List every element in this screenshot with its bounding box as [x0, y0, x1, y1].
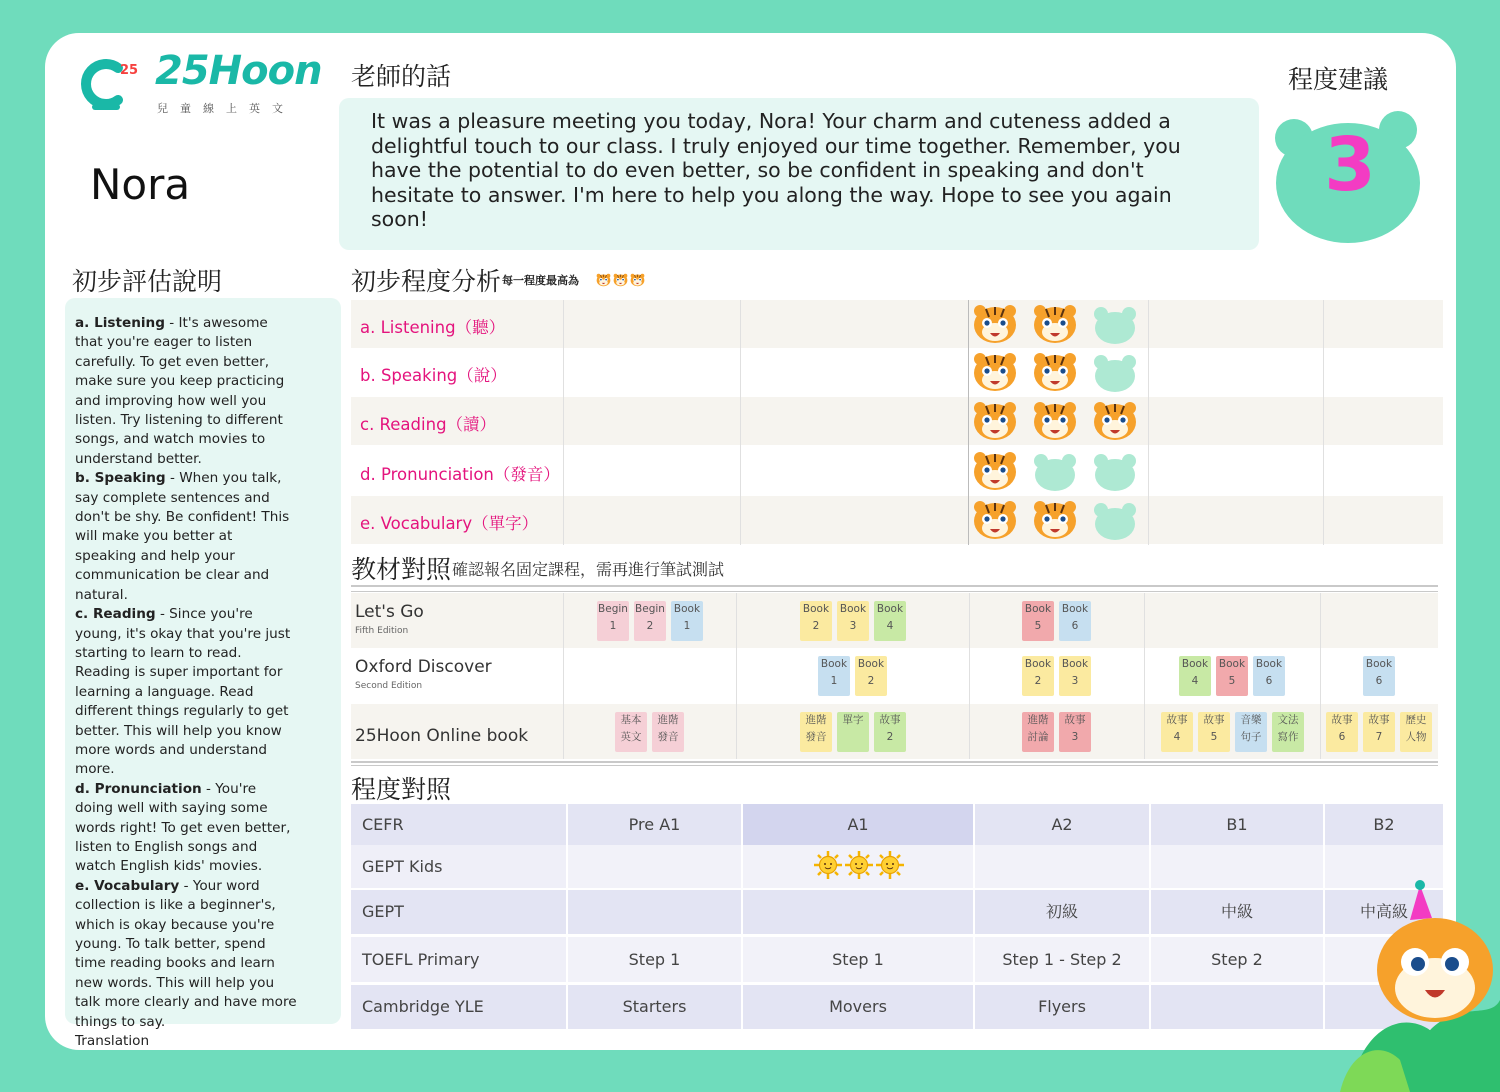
chip-line: Begin [598, 603, 628, 615]
material-chip [1272, 712, 1304, 752]
chip-line: Book [876, 603, 904, 615]
level-row-name: GEPT [351, 890, 566, 934]
chip-line: Book [820, 658, 848, 670]
level-cell: Pre A1 [568, 804, 741, 846]
assessment-item-text: - Since you're young, it's okay that you're just starting to learn to read. Reading is super important for learning a language. Read different things regularly to get better. This will help you know more words and understand more. [75, 606, 291, 778]
student-name: Nora [90, 160, 191, 209]
level-cell: 初級 [975, 890, 1149, 934]
level-cell: B2 [1325, 804, 1443, 846]
analysis-divider [1148, 300, 1149, 545]
analysis-divider [1323, 300, 1324, 545]
materials-heading: 教材對照 [351, 555, 452, 584]
teacher-comment-text: It was a pleasure meeting you today, Nora! Your charm and cuteness added a delightful touch to our class. I truly enjoyed our time together. Remember, you have the potential to do even better, so be confident in speaking and don't hesitate to answer. I'm here to help you along the way. Hope to see you again soon! [371, 109, 1181, 231]
material-chip [1059, 601, 1091, 641]
logo-subtitle: 兒童線上英文 [157, 102, 295, 115]
chip-line: Book [1255, 658, 1283, 670]
sun-icon [844, 850, 874, 880]
level-row-name: GEPT Kids [351, 845, 566, 888]
tiger-icon [972, 499, 1018, 541]
assessment-item-label: c. Reading [75, 606, 156, 623]
material-chip [1400, 712, 1432, 752]
materials-divider [736, 704, 737, 759]
assessment-heading: 初步評估說明 [72, 267, 223, 296]
material-chip [837, 712, 869, 752]
chip-line: Book [1024, 658, 1052, 670]
chip-line: 6 [1265, 675, 1273, 687]
chip-line: 故事 [1064, 714, 1086, 726]
chip-line: 進階 [1027, 714, 1049, 726]
analysis-divider [740, 300, 741, 545]
chip-line: Book [1365, 658, 1393, 670]
book-name: Oxford Discover [355, 657, 492, 677]
book-edition: Fifth Edition [355, 626, 409, 636]
skill-label: c. Reading（讀） [360, 415, 497, 434]
chip-line: 句子 [1240, 731, 1262, 743]
chip-line: 2 [886, 731, 894, 743]
chip-line: 5 [1210, 731, 1218, 743]
empty-score-icon [1093, 452, 1137, 492]
assessment-item-label: a. Listening [75, 315, 165, 331]
material-chip [634, 601, 666, 641]
chip-line: 故事 [1368, 714, 1390, 726]
materials-divider [563, 648, 564, 704]
chip-line: 人物 [1405, 731, 1427, 743]
chip-line: Book [1061, 658, 1089, 670]
chip-line: 歷史 [1405, 714, 1427, 726]
tiger-icon [972, 351, 1018, 393]
assessment-footer: Translation [75, 1033, 150, 1050]
material-chip [1253, 656, 1285, 696]
analysis-heading: 初步程度分析 [351, 267, 502, 296]
assessment-text [75, 314, 297, 1051]
level-cell: Step 1 [743, 937, 973, 982]
materials-divider [1144, 593, 1145, 648]
assessment-item [75, 470, 289, 602]
material-chip [1022, 601, 1054, 641]
chip-line: 4 [1173, 731, 1181, 743]
chip-line: 故事 [1166, 714, 1188, 726]
chip-line: Book [673, 603, 701, 615]
sun-icon [813, 850, 843, 880]
material-chip [1161, 712, 1193, 752]
assessment-item-label: d. Pronunciation [75, 780, 202, 797]
chip-line: 單字 [842, 714, 864, 726]
material-chip [1022, 656, 1054, 696]
level-number: 3 [1324, 122, 1376, 208]
assessment-item-text: - It's awesome that you're eager to listen carefully. To get even better, make sure you keep practicing and improving how well you listen. Try listening to different songs, and watch movies to understand better. [75, 315, 285, 467]
materials-divider [1320, 648, 1321, 704]
materials-rule [351, 761, 1438, 763]
chip-line: 音樂 [1240, 714, 1262, 726]
level-cell: Step 2 [1151, 937, 1323, 982]
chip-line: 發音 [657, 731, 679, 743]
chip-line: 2 [812, 620, 820, 632]
level-cell: 中高級 [1325, 890, 1443, 934]
chip-line: 進階 [805, 714, 827, 726]
chip-line: 故事 [879, 714, 901, 726]
logo-mark-icon [78, 56, 139, 114]
material-chip [615, 712, 647, 752]
empty-score-icon [1093, 353, 1137, 393]
material-chip [1059, 656, 1091, 696]
chip-line: Book [1024, 603, 1052, 615]
materials-divider [969, 648, 970, 704]
material-chip [1363, 712, 1395, 752]
assessment-item [75, 878, 297, 1030]
book-name: 25Hoon Online book [355, 726, 529, 746]
analysis-divider [968, 300, 969, 545]
chip-line: 進階 [657, 714, 679, 726]
level-cell: A2 [975, 804, 1149, 846]
chip-line: 1 [609, 620, 617, 632]
chip-line: 2 [1034, 675, 1042, 687]
chip-line: 寫作 [1277, 731, 1299, 743]
analysis-row [351, 300, 1443, 348]
level-cell: B1 [1151, 804, 1323, 846]
level-row-name: Cambridge YLE [351, 985, 566, 1029]
materials-divider [1144, 704, 1145, 759]
assessment-item [75, 315, 284, 467]
chip-line: Begin [635, 603, 665, 615]
chip-line: 1 [683, 620, 691, 632]
materials-note: 確認報名固定課程，需再進行筆試測試 [452, 560, 725, 579]
materials-divider [736, 648, 737, 704]
materials-divider [563, 704, 564, 759]
materials-divider [736, 593, 737, 648]
material-chip [1326, 712, 1358, 752]
level-cell [743, 890, 973, 934]
materials-divider [969, 593, 970, 648]
material-chip [1235, 712, 1267, 752]
chip-line: 4 [1191, 675, 1199, 687]
level-cell: Starters [568, 985, 741, 1029]
analysis-row [351, 397, 1443, 445]
material-chip [1198, 712, 1230, 752]
level-suggestion-heading: 程度建議 [1288, 65, 1389, 94]
chip-line: 故事 [1203, 714, 1225, 726]
chip-line: 2 [867, 675, 875, 687]
levels-heading: 程度對照 [351, 775, 452, 804]
level-cell [568, 890, 741, 934]
material-chip [1363, 656, 1395, 696]
material-chip [671, 601, 703, 641]
material-chip [597, 601, 629, 641]
level-cell: Movers [743, 985, 973, 1029]
level-row-name: CEFR [351, 804, 566, 846]
chip-line: 6 [1071, 620, 1079, 632]
assessment-item-label: e. Vocabulary [75, 877, 180, 894]
materials-divider [1144, 648, 1145, 704]
chip-line: Book [1181, 658, 1209, 670]
level-cell: Step 1 - Step 2 [975, 937, 1149, 982]
chip-line: 4 [886, 620, 894, 632]
analysis-note: 每一程度最高為 [502, 274, 579, 287]
assessment-item-text: - Your word collection is like a beginner's, which is okay because you're young. To talk better, spend time reading books and learn new words. This will help you talk more clearly and have more things to say. [75, 877, 297, 1030]
materials-rule [351, 765, 1438, 766]
material-chip [874, 601, 906, 641]
chip-line: 英文 [620, 731, 642, 743]
material-chip [874, 712, 906, 752]
materials-rule [351, 585, 1438, 587]
analysis-divider [563, 300, 564, 545]
chip-line: Book [1061, 603, 1089, 615]
note-tiger-icon [613, 272, 628, 286]
materials-rule [351, 591, 1438, 592]
empty-score-icon [1033, 452, 1077, 492]
note-tiger-icon [596, 272, 611, 286]
analysis-row [351, 348, 1443, 396]
logo-wordmark: 25Hoon [155, 48, 322, 94]
tiger-icon [972, 450, 1018, 492]
chip-line: 5 [1034, 620, 1042, 632]
material-chip [1179, 656, 1211, 696]
material-chip [1022, 712, 1054, 752]
book-name: Let's Go [355, 602, 424, 622]
material-chip [818, 656, 850, 696]
chip-line: 討論 [1027, 731, 1049, 743]
chip-line: 7 [1375, 731, 1383, 743]
level-cell [975, 845, 1149, 888]
materials-divider [969, 704, 970, 759]
materials-divider [1320, 704, 1321, 759]
tiger-icon [972, 303, 1018, 345]
level-cell: Step 1 [568, 937, 741, 982]
empty-score-icon [1093, 305, 1137, 345]
analysis-note-tigers [596, 272, 647, 291]
note-tiger-icon [630, 272, 645, 286]
assessment-item-text: - When you talk, say complete sentences and don't be shy. Be confident! This will make you better at speaking and help your communication be clear and natural. [75, 470, 290, 603]
chip-line: 2 [646, 620, 654, 632]
chip-line: 6 [1375, 675, 1383, 687]
chip-line: Book [1218, 658, 1246, 670]
chip-line: 3 [1071, 731, 1079, 743]
assessment-item [75, 781, 290, 875]
assessment-item [75, 606, 290, 777]
material-chip [837, 601, 869, 641]
tiger-icon [1032, 499, 1078, 541]
level-cell [1151, 845, 1323, 888]
materials-divider [563, 593, 564, 648]
tiger-icon [1092, 400, 1138, 442]
chip-line: Book [802, 603, 830, 615]
level-cell: A1 [743, 804, 973, 846]
material-chip [855, 656, 887, 696]
skill-label: d. Pronunciation（發音） [360, 465, 560, 484]
level-cell [1151, 985, 1323, 1029]
book-edition: Second Edition [355, 681, 423, 691]
material-chip [800, 712, 832, 752]
tiger-icon [1032, 400, 1078, 442]
chip-line: Book [857, 658, 885, 670]
material-chip [1059, 712, 1091, 752]
tiger-icon [1032, 351, 1078, 393]
assessment-item-text: - You're doing well with saying some words right! To get even better, listen to English songs and watch English kids' movies. [75, 780, 291, 875]
material-chip [652, 712, 684, 752]
chip-line: 3 [1071, 675, 1079, 687]
svg-text:25: 25 [120, 63, 139, 78]
chip-line: 1 [830, 675, 838, 687]
assessment-item-label: b. Speaking [75, 470, 166, 487]
materials-divider [1320, 593, 1321, 648]
chip-line: 3 [849, 620, 857, 632]
skill-label: e. Vocabulary（單字） [360, 514, 539, 533]
tiger-icon [972, 400, 1018, 442]
chip-line: 故事 [1331, 714, 1353, 726]
chip-line: Book [839, 603, 867, 615]
chip-line: 基本 [620, 714, 642, 726]
sun-icon [875, 850, 905, 880]
material-chip [800, 601, 832, 641]
material-chip [1216, 656, 1248, 696]
level-row-name: TOEFL Primary [351, 937, 566, 982]
skill-label: b. Speaking（說） [360, 366, 507, 385]
level-cell: Flyers [975, 985, 1149, 1029]
empty-score-icon [1093, 501, 1137, 541]
chip-line: 發音 [805, 731, 827, 743]
teacher-comment-heading: 老師的話 [351, 62, 452, 91]
chip-line: 5 [1228, 675, 1236, 687]
level-cell: 中級 [1151, 890, 1323, 934]
level-cell [568, 845, 741, 888]
skill-label: a. Listening（聽） [360, 318, 506, 337]
tiger-mascot-icon [1340, 880, 1500, 1092]
tiger-icon [1032, 303, 1078, 345]
chip-line: 6 [1338, 731, 1346, 743]
chip-line: 文法 [1277, 714, 1299, 726]
